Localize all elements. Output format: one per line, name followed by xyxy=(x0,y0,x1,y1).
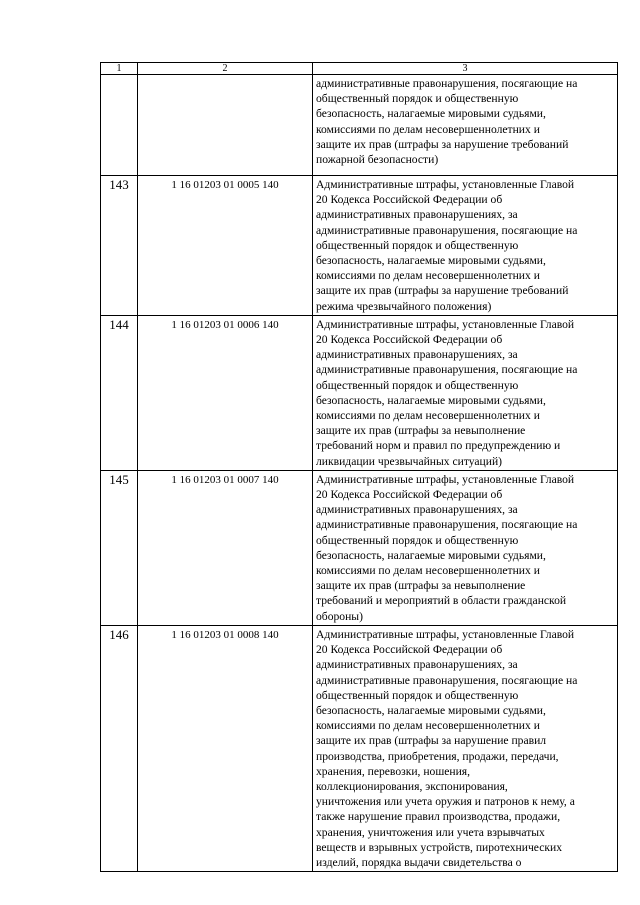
table-row xyxy=(101,75,618,176)
header-col-code: 2 xyxy=(138,63,313,75)
row-code: 1 16 01203 01 0006 140 xyxy=(138,315,313,470)
row-code xyxy=(138,75,313,176)
budget-codes-table xyxy=(100,62,618,872)
header-col-number: 1 xyxy=(101,63,138,75)
header-col-description: 3 xyxy=(313,63,618,75)
table-row xyxy=(101,176,618,316)
row-code: 1 16 01203 01 0008 140 xyxy=(138,625,313,871)
row-number: 144 xyxy=(101,315,138,470)
row-code: 1 16 01203 01 0005 140 xyxy=(138,176,313,316)
table-row xyxy=(101,315,618,470)
row-description: Административные штрафы, установленные Главой 20 Кодекса Российской Федерации об административных правонарушениях, за административные правонарушения, посягающие на общественный порядок и общественную безопасность, налагаемые мировыми судьями, комиссиями по делам несовершеннолетних и защите их прав (штрафы за невыполнение требований норм и правил по предупреждению и ликвидации чрезвычайных ситуаций) xyxy=(313,315,618,470)
row-description: Административные штрафы, установленные Главой 20 Кодекса Российской Федерации об административных правонарушениях, за административные правонарушения, посягающие на общественный порядок и общественную безопасность, налагаемые мировыми судьями, комиссиями по делам несовершеннолетних и защите их прав (штрафы за нарушение требований режима чрезвычайного положения) xyxy=(313,176,618,316)
table-header-row xyxy=(101,63,618,75)
row-number: 145 xyxy=(101,470,138,625)
row-number: 146 xyxy=(101,625,138,871)
row-code: 1 16 01203 01 0007 140 xyxy=(138,470,313,625)
row-number xyxy=(101,75,138,176)
row-description: Административные штрафы, установленные Главой 20 Кодекса Российской Федерации об административных правонарушениях, за административные правонарушения, посягающие на общественный порядок и общественную безопасность, налагаемые мировыми судьями, комиссиями по делам несовершеннолетних и защите их прав (штрафы за невыполнение требований и мероприятий в области гражданской обороны) xyxy=(313,470,618,625)
row-number: 143 xyxy=(101,176,138,316)
table-row xyxy=(101,625,618,871)
row-description: Административные штрафы, установленные Главой 20 Кодекса Российской Федерации об административных правонарушениях, за административные правонарушения, посягающие на общественный порядок и общественную безопасность, налагаемые мировыми судьями, комиссиями по делам несовершеннолетних и защите их прав (штрафы за нарушение правил производства, приобретения, продажи, передачи, хранения, перевозки, ношения, коллекционирования, экспонирования, уничтожения или учета оружия и патронов к нему, а также нарушение правил производства, продажи, хранения, уничтожения или учета взрывчатых веществ и взрывных устройств, пиротехнических изделий, порядка выдачи свидетельства о xyxy=(313,625,618,871)
row-description: административные правонарушения, посягающие на общественный порядок и общественную безопасность, налагаемые мировыми судьями, комиссиями по делам несовершеннолетних и защите их прав (штрафы за нарушение требований пожарной безопасности) xyxy=(313,75,618,176)
table-row xyxy=(101,470,618,625)
